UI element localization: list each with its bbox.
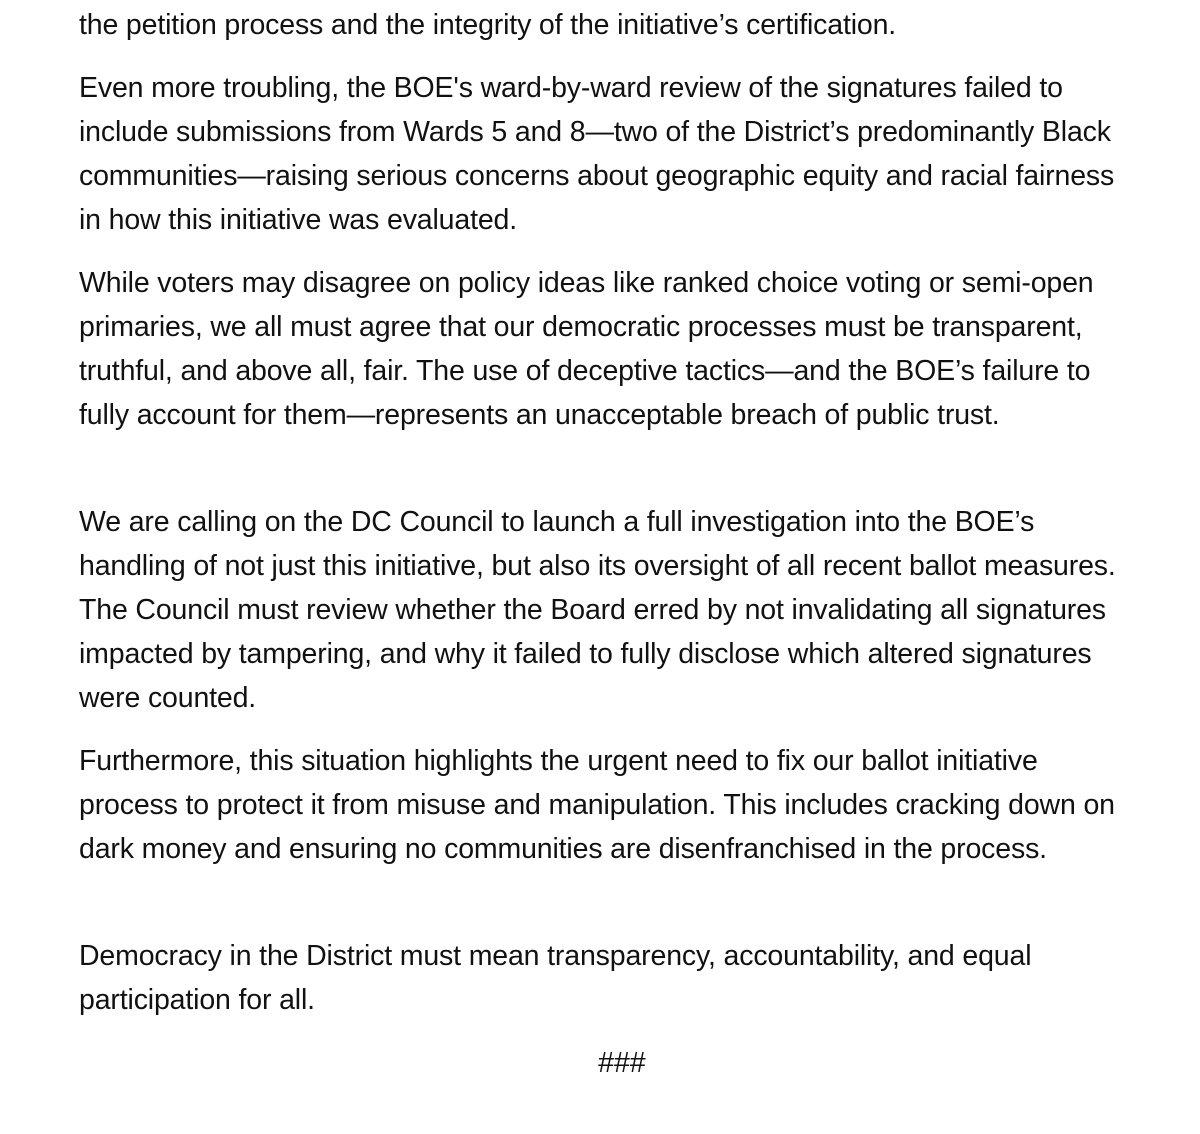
paragraph-ballot-initiative-reform: Furthermore, this situation highlights the urgent need to fix our ballot initiative process to protect it from misuse and manipulation. This includes cracking down on dark money and ensuring no communities are disenfranchised in the process. [79,745,1115,865]
paragraph-ward-review: Even more troubling, the BOE's ward-by-ward review of the signatures failed to include submissions from Wards 5 and 8—two of the District’s predominantly Black communities—raising serious concerns about geographic equity and racial fairness in how this initiative was evaluated. [79,72,1115,236]
paragraph-democratic-processes: While voters may disagree on policy ideas like ranked choice voting or semi-open primaries, we all must agree that our democratic processes must be transparent, truthful, and above all, fair. The use of deceptive tactics—and the BOE’s failure to fully account for them—represents an unacceptable breach of public trust. [79,267,1094,431]
paragraph-council-investigation: We are calling on the DC Council to launch a full investigation into the BOE’s handling of not just this initiative, but also its oversight of all recent ballot measures. The Council must review whether the Board erred by not invalidating all signatures impacted by tampering, and why it failed to fully disclose which altered signatures were counted. [79,506,1116,714]
paragraph-closing-statement: Democracy in the District must mean transparency, accountability, and equal participation for all. [79,940,1032,1016]
end-of-release-mark: ### [597,1047,646,1079]
paragraph-petition-process: the petition process and the integrity of the initiative’s certification. [79,9,897,41]
